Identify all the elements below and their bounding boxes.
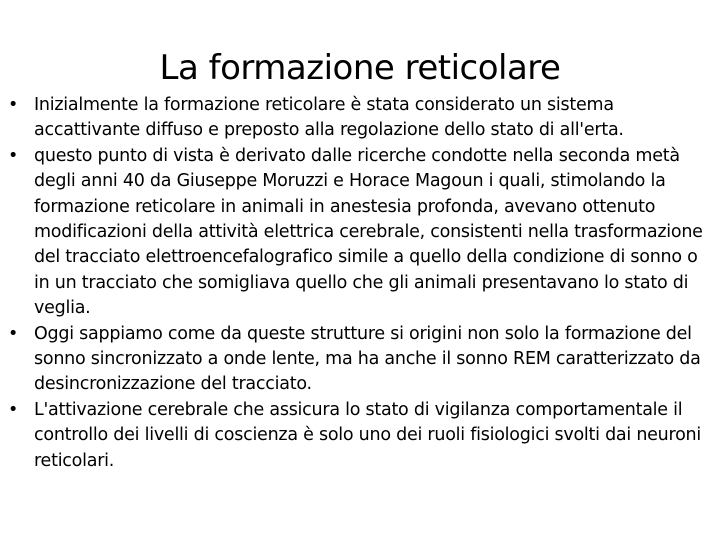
bullet-icon: • (8, 399, 19, 420)
bullet-text: questo punto di vista è derivato dalle ricerche condotte nella seconda metà degli anni 40 da Giuseppe Moruzzi e Horace Magoun i quali, stimolando la formazione reticolare in animali in anestesia profonda, avevano ottenuto modificazioni della attività elettrica cerebrale, consistenti nella trasformazione del tracciato elettroencefalografico simile a quello della condizione di sonno o in un tracciato che somigliava quello che gli animali presentavano lo stato di veglia. (34, 145, 703, 319)
bullet-icon: • (8, 145, 19, 166)
bullet-item (0, 144, 720, 322)
bullet-icon: • (8, 323, 19, 344)
bullet-item (0, 322, 720, 398)
bullet-item (0, 398, 720, 474)
bullet-item (0, 93, 720, 144)
slide-title: La formazione reticolare (159, 48, 561, 88)
bullet-list (0, 93, 720, 474)
bullet-text: L'attivazione cerebrale che assicura lo stato di vigilanza comportamentale il controllo dei livelli di coscienza è solo uno dei ruoli fisiologici svolti dai neuroni reticolari. (34, 399, 701, 471)
bullet-text: Oggi sappiamo come da queste strutture si origini non solo la formazione del sonno sincronizzato a onde lente, ma ha anche il sonno REM caratterizzato da desincronizzazione del tracciato. (34, 323, 701, 395)
bullet-text: Inizialmente la formazione reticolare è stata considerato un sistema accattivante diffuso e preposto alla regolazione dello stato di all'erta. (34, 95, 624, 141)
bullet-icon: • (8, 95, 19, 115)
